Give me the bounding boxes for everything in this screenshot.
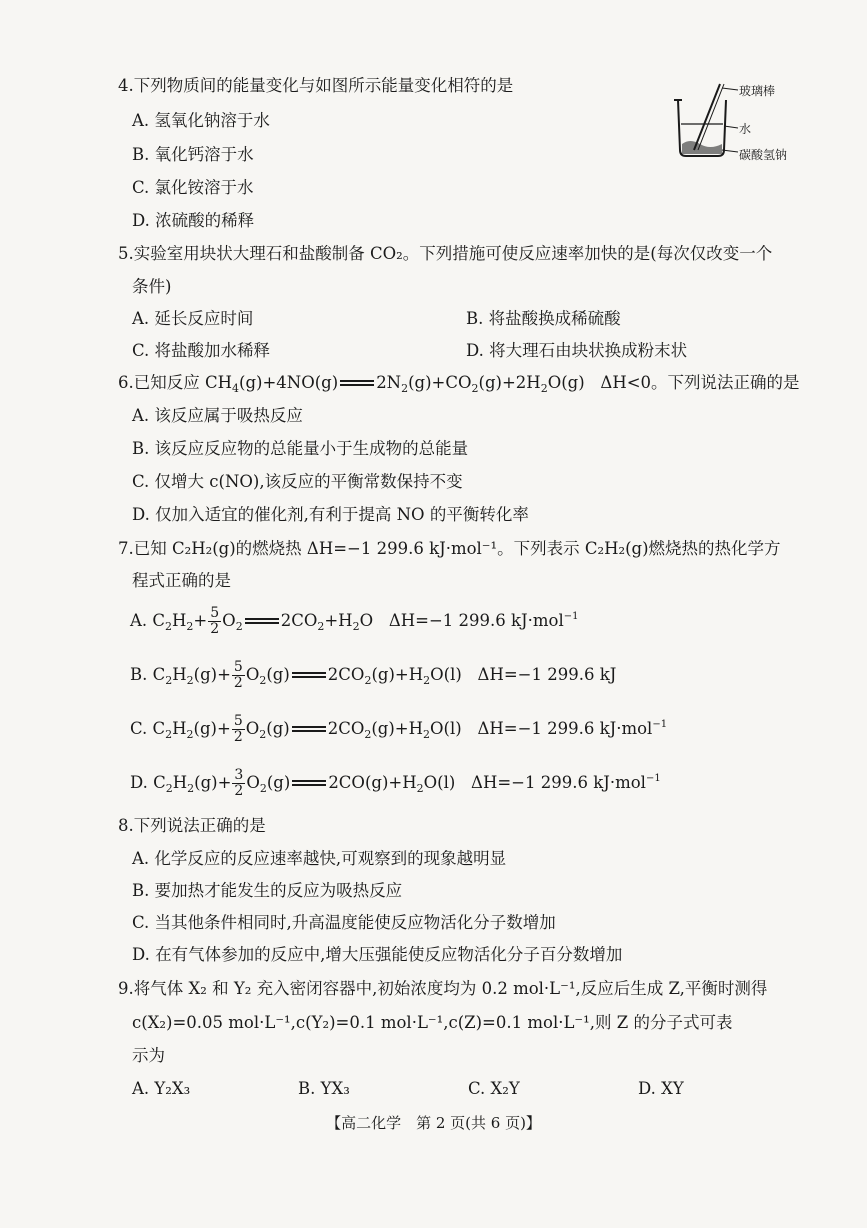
label-sodium-bicarbonate: 碳酸氢钠 xyxy=(739,148,788,162)
q4-option-c: C. 氯化铵溶于水 xyxy=(132,178,254,197)
q7-option-a: A. $C_2H_2+$ $\frac{5}{2}$ $O_2$ $2CO_2+H_2O$ ΔH=−1 299.6 kJ·mol$^{-1}$ xyxy=(130,605,579,637)
q6-option-a: A. 该反应属于吸热反应 xyxy=(132,406,303,425)
q8-stem: 8.下列说法正确的是 xyxy=(118,816,266,835)
q4-option-d: D. 浓硫酸的稀释 xyxy=(132,211,255,230)
q9-option-a: A. Y₂X₃ xyxy=(132,1079,191,1098)
q7-a-dh: ΔH=−1 299.6 kJ·mol xyxy=(388,611,564,630)
q8-option-c: C. 当其他条件相同时,升高温度能使反应物活化分子数增加 xyxy=(132,913,556,932)
q9-option-d: D. XY xyxy=(638,1079,684,1098)
q9-stem-line1: 9.将气体 X₂ 和 Y₂ 充入密闭容器中,初始浓度均为 0.2 mol·L⁻¹,反应后生成 Z,平衡时测得 xyxy=(118,979,768,998)
beaker-figure xyxy=(660,78,810,168)
q6-stem-prefix: 6.已知反应 CH xyxy=(118,373,233,392)
q5-stem-line1: 5.实验室用块状大理石和盐酸制备 CO₂。下列措施可使反应速率加快的是(每次仅改变一个 xyxy=(118,244,773,263)
q9-option-b: B. YX₃ xyxy=(298,1079,350,1098)
q8-option-d: D. 在有气体参加的反应中,增大压强能使反应物活化分子百分数增加 xyxy=(132,945,623,964)
q7-c-dh: ΔH=−1 299.6 kJ·mol xyxy=(477,719,653,738)
q9-stem-line2: c(X₂)=0.05 mol·L⁻¹,c(Y₂)=0.1 mol·L⁻¹,c(Z)=0.1 mol·L⁻¹,则 Z 的分子式可表 xyxy=(132,1013,733,1032)
q6-stem-suffix: ΔH<0。下列说法正确的是 xyxy=(600,373,800,392)
q7-option-b: B. $C_2H_2(g)+$ $\frac{5}{2}$ $O_2(g)$ $2CO_2(g)+H_2O(l)$ ΔH=−1 299.6 kJ xyxy=(130,659,617,691)
q5-option-d: D. 将大理石由块状换成粉末状 xyxy=(466,341,688,360)
q4-option-a: A. 氢氧化钠溶于水 xyxy=(132,111,270,130)
q6-stem: 6.已知反应 $CH_4(g)+4NO(g)$ $2N_2(g)+CO_2(g)+2H_2O(g)$ ΔH<0。下列说法正确的是 xyxy=(118,373,800,395)
q9-option-c: C. X₂Y xyxy=(468,1079,520,1098)
q7-option-d: D. $C_2H_2(g)+$ $\frac{3}{2}$ $O_2(g)$ $2CO(g)+H_2O(l)$ ΔH=−1 299.6 kJ·mol$^{-1}$ xyxy=(130,767,661,799)
q9-stem-line3: 示为 xyxy=(132,1046,165,1065)
q6-option-b: B. 该反应反应物的总能量小于生成物的总能量 xyxy=(132,439,469,458)
q4-stem: 4.下列物质间的能量变化与如图所示能量变化相符的是 xyxy=(118,76,514,95)
q4-option-b: B. 氧化钙溶于水 xyxy=(132,145,254,164)
q7-d-dh: ΔH=−1 299.6 kJ·mol xyxy=(471,773,646,792)
q5-stem-line2: 条件) xyxy=(132,277,172,296)
q5-option-a: A. 延长反应时间 xyxy=(132,309,254,328)
label-water: 水 xyxy=(739,122,752,136)
q5-option-b: B. 将盐酸换成稀硫酸 xyxy=(466,309,621,328)
q6-option-d: D. 仅加入适宜的催化剂,有利于提高 NO 的平衡转化率 xyxy=(132,505,529,524)
q8-option-b: B. 要加热才能发生的反应为吸热反应 xyxy=(132,881,403,900)
q8-option-a: A. 化学反应的反应速率越快,可观察到的现象越明显 xyxy=(132,849,507,868)
q5-option-c: C. 将盐酸加水稀释 xyxy=(132,341,271,360)
q6-option-c: C. 仅增大 c(NO),该反应的平衡常数保持不变 xyxy=(132,472,463,491)
q7-option-c: C. $C_2H_2(g)+$ $\frac{5}{2}$ $O_2(g)$ $2CO_2(g)+H_2O(l)$ ΔH=−1 299.6 kJ·mol$^{-1}$ xyxy=(130,713,668,745)
label-glass-rod: 玻璃棒 xyxy=(739,84,776,98)
beaker-illustration xyxy=(660,78,810,168)
q7-stem-line1: 7.已知 C₂H₂(g)的燃烧热 ΔH=−1 299.6 kJ·mol⁻¹。下列表示 C₂H₂(g)燃烧热的热化学方 xyxy=(118,539,781,558)
page-footer: 【高二化学 第 2 页(共 6 页)】 xyxy=(326,1114,541,1132)
q7-b-dh: ΔH=−1 299.6 kJ xyxy=(477,665,617,684)
q7-stem-line2: 程式正确的是 xyxy=(132,571,231,590)
